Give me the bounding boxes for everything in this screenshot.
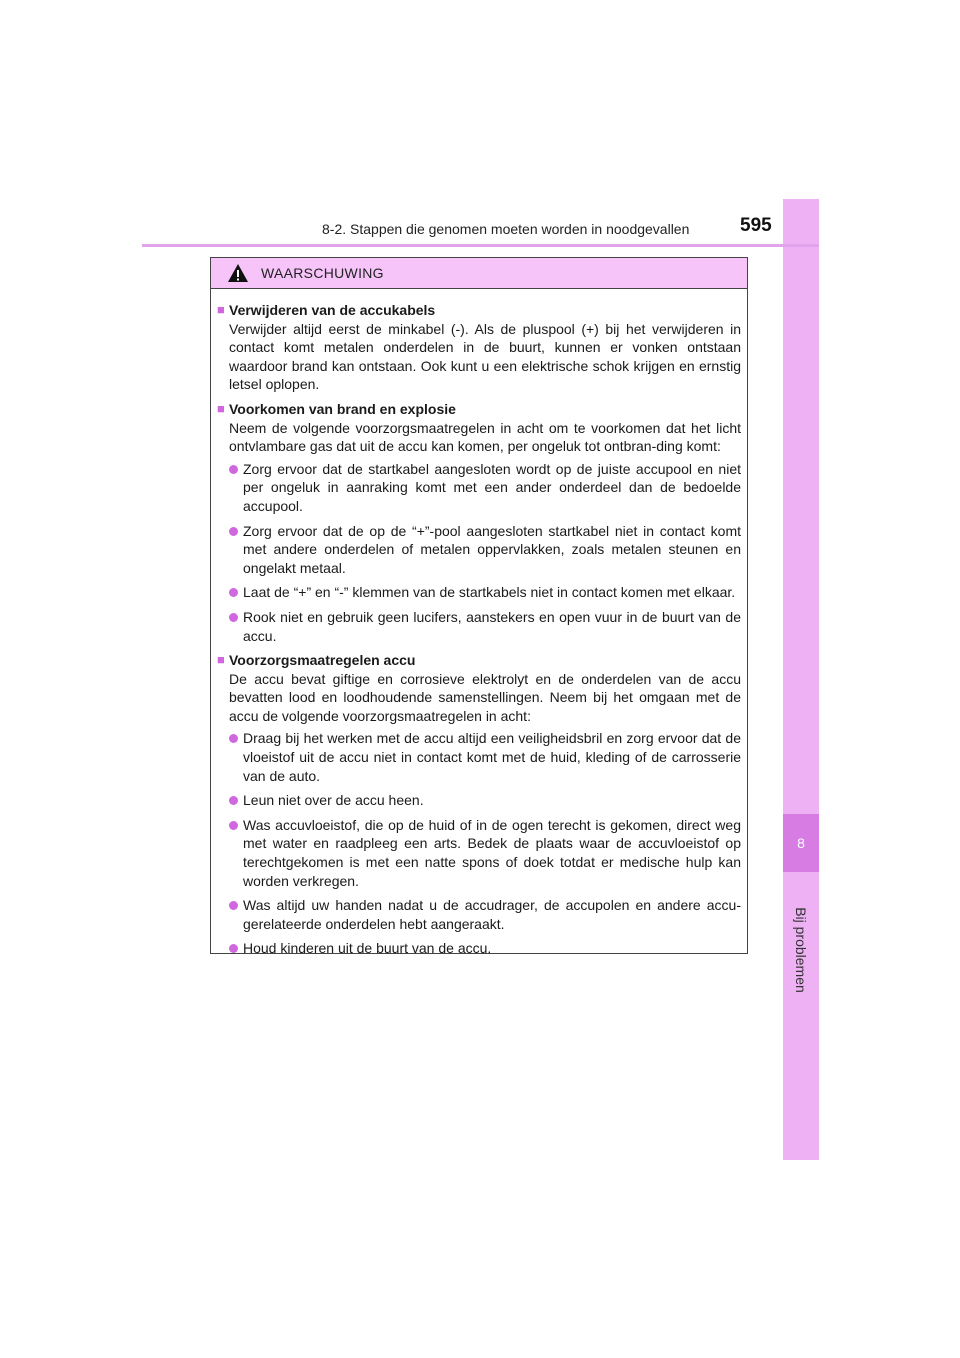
list-item-text: Leun niet over de accu heen. [243,792,424,809]
page-number: 595 [740,215,772,236]
list-item-text: Was altijd uw handen nadat u de accudrager, de accupolen en andere accu-gerelateerde onderdelen hebt aangeraakt. [243,897,741,932]
chapter-number-tab: 8 [783,814,819,872]
list-item-text: Was accuvloeistof, die op de huid of in de ogen terecht is gekomen, direct weg met water en raadpleeg een arts. Bedek de plaats waar de accuvloeistof op terechtgekomen is met een natte spons of doek totdat er medische hulp kan worden verkregen. [243,816,741,889]
list-item [217,608,741,645]
list-item-text: Zorg ervoor dat de startkabel aangesloten wordt op de juiste accupool en niet per ongeluk in aanraking komt met een ander onderdeel dan de bedoelde accupool. [243,460,741,514]
warning-triangle-icon [227,263,249,283]
square-bullet-icon: ■ [217,400,225,416]
list-item [217,816,741,890]
bullet-dot-icon [229,796,238,805]
section-heading-text: Voorzorgsmaatregelen accu [229,652,416,669]
section-heading [217,400,741,419]
warning-box [210,257,748,957]
section-heading [217,301,741,320]
bullet-dot-icon [229,588,238,597]
section-text: Verwijder altijd eerst de minkabel (-). Als de pluspool (+) bij het verwijderen in contact komt metalen onderdelen in de buurt, kunnen er vonken ontstaan waardoor brand kan ontstaan. Ook kunt u een elektrische schok krijgen en ernstig letsel oplopen. [229,320,741,393]
chapter-label-text: Bij problemen [793,907,810,993]
warning-header [211,258,747,289]
list-item [217,583,741,602]
warning-body [211,289,747,958]
square-bullet-icon: ■ [217,302,225,317]
list-item [217,939,741,958]
section-heading-text: Verwijderen van de accukabels [229,302,436,318]
section-fire-prevention [217,400,741,645]
list-item-text: Zorg ervoor dat de op de “+”-pool aangesloten startkabel niet in contact komt met andere onderdelen of metalen oppervlakken, zoals metalen steunen en ongelakt metaal. [243,522,741,576]
list-item [217,460,741,516]
bullet-dot-icon [229,527,238,536]
bullet-dot-icon [229,821,238,830]
section-text: De accu bevat giftige en corrosieve elektrolyt en de onderdelen van de accu bevatten lood en loodhoudende samenstellingen. Neem bij het omgaan met de accu de volgende voorzorgsmaatregelen in acht: [229,670,741,724]
square-bullet-icon: ■ [217,652,225,668]
section-text: Neem de volgende voorzorgsmaatregelen in acht om te voorkomen dat het licht ontvlambare gas dat uit de accu kan komen, per ongeluk tot ontbran-ding komt: [229,419,741,455]
bullet-dot-icon [229,901,238,910]
section-heading [217,651,741,670]
header-divider [142,244,819,247]
list-item-text: Draag bij het werken met de accu altijd een veiligheidsbril en zorg ervoor dat de vloeistof uit de accu niet in contact komt met de huid, kleding of de carrosserie van de auto. [243,730,741,784]
list-item-text: Rook niet en gebruik geen lucifers, aanstekers en open vuur in de buurt van de accu. [243,608,741,644]
chapter-label [783,880,819,1020]
list-item-text: Laat de “+” en “-” klemmen van de startkabels niet in contact komen met elkaar. [243,584,736,601]
bullet-dot-icon [229,944,238,953]
list-item [217,896,741,933]
list-item [217,522,741,578]
list-item [217,791,741,810]
section-title: 8-2. Stappen die genomen moeten worden in noodgevallen [322,221,690,237]
warning-title: WAARSCHUWING [261,265,384,281]
list-item [217,729,741,785]
section-remove-cables [217,301,741,394]
section-battery-precautions [217,651,741,958]
bullet-dot-icon [229,465,238,474]
bullet-dot-icon [229,613,238,622]
section-heading-text: Voorkomen van brand en explosie [229,400,456,417]
bullet-dot-icon [229,734,238,743]
list-item-text: Houd kinderen uit de buurt van de accu. [243,940,492,957]
